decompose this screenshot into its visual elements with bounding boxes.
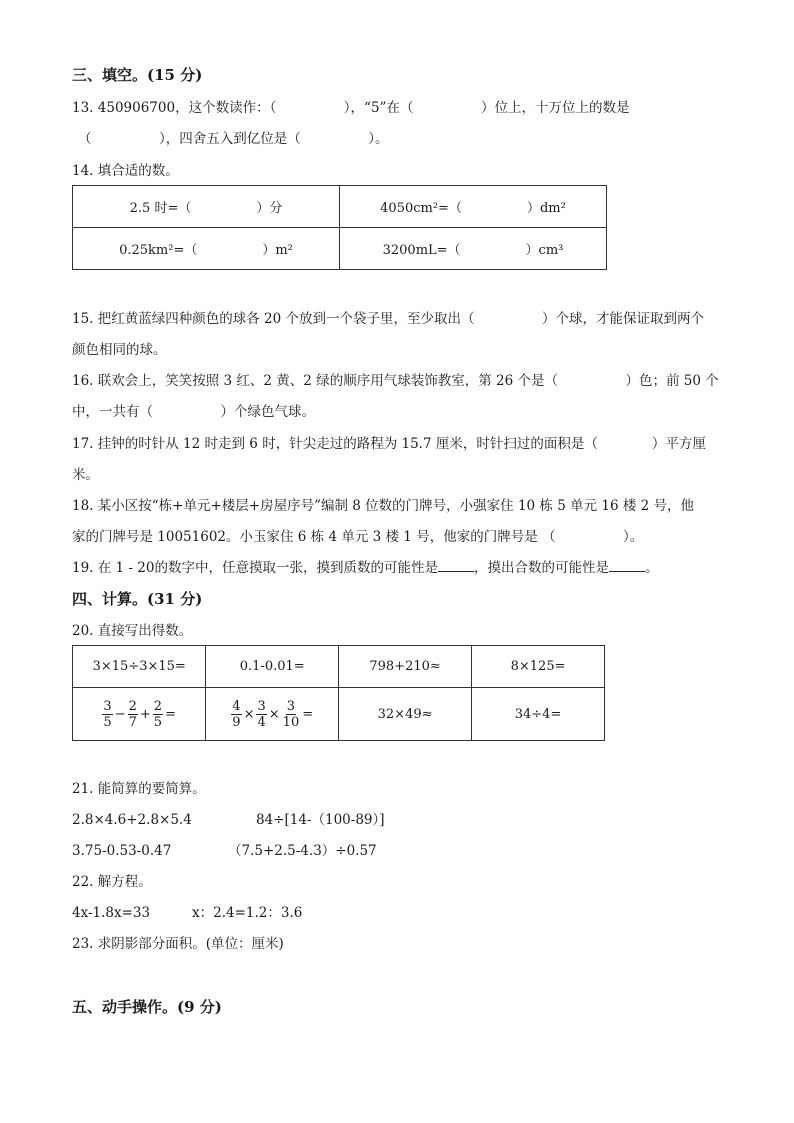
- q15-line2: 颜色相同的球。: [72, 342, 167, 358]
- fraction: $\frac{3}{5}$: [103, 698, 112, 730]
- fraction: $\frac{3}{10}$: [282, 698, 300, 730]
- q14-cell: 3200mL=（ ）cm³: [340, 228, 607, 270]
- q20-cell: 0.1-0.01=: [206, 646, 339, 688]
- q20-cell: 32×49≈: [339, 688, 472, 741]
- q16-line2: 中，一共有（ ）个绿色气球。: [72, 404, 315, 420]
- q23-title: 23. 求阴影部分面积。(单位：厘米): [72, 936, 284, 952]
- q18-line1: 18. 某小区按“栋+单元+楼层+房屋序号”编制 8 位数的门牌号，小强家住 10 栋 5 单元 16 楼 2 号，他: [72, 498, 695, 514]
- q19-text-b: ，摸出合数的可能性是: [473, 560, 609, 576]
- q20-cell: 8×125=: [472, 646, 605, 688]
- q20-fraction-cell-1: $\frac{3}{5}$ − $\frac{2}{7}$ + $\frac{2}{5}$ =: [73, 688, 206, 741]
- q20-cell: 3×15÷3×15=: [73, 646, 206, 688]
- q19-blank-1: [438, 559, 474, 572]
- q22-equation-1: 4x-1.8x=33: [72, 905, 151, 921]
- section5-heading: 五、动手操作。(9 分): [72, 998, 222, 1016]
- q14-title: 14. 填合适的数。: [72, 163, 179, 179]
- section4-heading: 四、计算。(31 分): [72, 590, 203, 608]
- fraction: $\frac{2}{5}$: [153, 698, 163, 730]
- q19-blank-2: [609, 559, 645, 572]
- q20-title: 20. 直接写出得数。: [72, 623, 193, 639]
- q15-line1: 15. 把红黄蓝绿四种颜色的球各 20 个放到一个袋子里，至少取出（ ）个球，才能保证取到两个: [72, 311, 705, 327]
- q22-equation-2: x：2.4=1.2：3.6: [192, 905, 303, 921]
- q14-table: [72, 185, 607, 270]
- fraction: $\frac{4}{9}$: [232, 698, 241, 730]
- q21-expr-2: 84÷[14-（100-89）]: [256, 812, 385, 828]
- q19-text-a: 19. 在 1 - 20的数字中，任意摸取一张，摸到质数的可能性是: [72, 560, 438, 576]
- q21-title: 21. 能简算的要简算。: [72, 781, 206, 797]
- q16-line1: 16. 联欢会上，笑笑按照 3 红、2 黄、2 绿的顺序用气球装饰教室，第 26 个是（ ）色；前 50 个: [72, 373, 719, 389]
- q20-cell: 798+210≈: [339, 646, 472, 688]
- q14-cell: 2.5 时=（ ）分: [73, 186, 340, 228]
- fraction: $\frac{2}{7}$: [128, 698, 137, 730]
- q20-table: [72, 645, 605, 741]
- q19-line: [72, 559, 658, 577]
- q14-cell: 0.25km²=（ ）m²: [73, 228, 340, 270]
- q22-title: 22. 解方程。: [72, 874, 152, 890]
- q17-line1: 17. 挂钟的时针从 12 时走到 6 时，针尖走过的路程为 15.7 厘米，时针扫过的面积是（ ）平方厘: [72, 436, 706, 452]
- q21-expr-4: （7.5+2.5-4.3）÷0.57: [228, 843, 377, 859]
- q21-expr-3: 3.75-0.53-0.47: [72, 843, 172, 859]
- q17-line2: 米。: [72, 467, 99, 483]
- section3-heading: 三、填空。(15 分): [72, 66, 203, 84]
- q21-expr-1: 2.8×4.6+2.8×5.4: [72, 812, 192, 828]
- q20-cell: 34÷4=: [472, 688, 605, 741]
- q14-cell: 4050cm²=（ ）dm²: [340, 186, 607, 228]
- q13-line1: 13. 450906700，这个数读作：（ ），“5”在（ ）位上，十万位上的数是: [72, 100, 630, 116]
- q19-text-c: 。: [644, 560, 659, 576]
- q20-fraction-cell-2: $\frac{4}{9}$ × $\frac{3}{4}$ × $\frac{3}{10}$ =: [206, 688, 339, 741]
- fraction: $\frac{3}{4}$: [257, 698, 266, 730]
- q13-line2: （ ），四舍五入到亿位是（ ）。: [78, 131, 389, 147]
- q18-line2: 家的门牌号是 10051602。小玉家住 6 栋 4 单元 3 楼 1 号，他家的门牌号是 （ ）。: [72, 529, 644, 545]
